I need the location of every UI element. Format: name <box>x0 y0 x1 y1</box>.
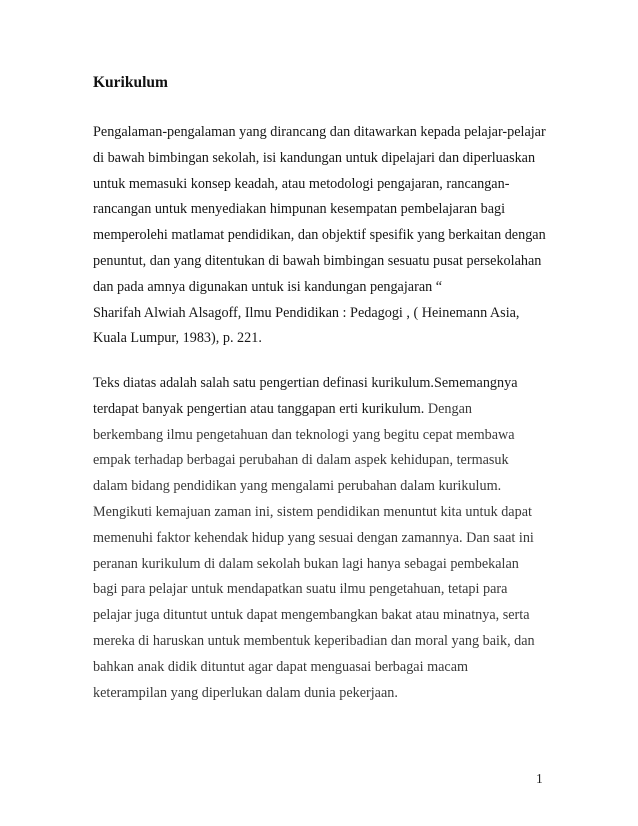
paragraph-line: pelajar juga dituntut untuk dapat mengembangkan bakat atau minatnya, serta <box>93 607 530 624</box>
paragraph-text-segment: Dengan <box>424 400 472 417</box>
paragraph-line: Pengalaman-pengalaman yang dirancang dan ditawarkan kepada pelajar-pelajar <box>93 124 546 140</box>
paragraph-line: bahkan anak didik dituntut agar dapat menguasai berbagai macam <box>93 658 469 675</box>
paragraph-line: dan pada amnya digunakan untuk isi kandungan pengajaran “ <box>93 278 443 295</box>
citation-line: Kuala Lumpur, 1983), p. 221. <box>93 330 262 347</box>
paragraph-line: dalam bidang pendidikan yang mengalami perubahan dalam kurikulum. <box>93 478 502 495</box>
paragraph-line <box>93 397 535 423</box>
paragraph-line: peranan kurikulum di dalam sekolah bukan lagi hanya sebagai pembekalan <box>93 555 519 572</box>
paragraph-line: memperolehi matlamat pendidikan, dan objektif spesifik yang berkaitan dengan <box>93 227 546 244</box>
citation-line: Sharifah Alwiah Alsagoff, Ilmu Pendidikan : Pedagogi , ( Heinemann Asia, <box>93 304 520 321</box>
paragraph-line: penuntut, dan yang ditentukan di bawah bimbingan sesuatu pusat persekolahan <box>93 252 542 269</box>
paragraph-explanation <box>93 371 535 706</box>
paragraph-line: bagi para pelajar untuk mendapatkan suatu ilmu pengetahuan, tetapi para <box>93 581 508 598</box>
paragraph-line: rancangan untuk menyediakan himpunan kesempatan pembelajaran bagi <box>93 201 506 218</box>
paragraph-line: memenuhi faktor kehendak hidup yang sesuai dengan zamannya. Dan saat ini <box>93 529 534 546</box>
paragraph-text-segment: terdapat banyak pengertian atau tanggapan erti kurikulum. <box>93 400 425 417</box>
paragraph-line: Mengikuti kemajuan zaman ini, sistem pendidikan menuntut kita untuk dapat <box>93 503 532 520</box>
paragraph-line: di bawah bimbingan sekolah, isi kandungan untuk dipelajari dan diperluaskan <box>93 149 536 166</box>
paragraph-line: Teks diatas adalah salah satu pengertian definasi kurikulum.Sememangnya <box>93 375 518 391</box>
paragraph-line: untuk memasuki konsep keadah, atau metodologi pengajaran, rancangan- <box>93 175 510 192</box>
paragraph-line: keterampilan yang diperlukan dalam dunia pekerjaan. <box>93 684 398 701</box>
paragraph-line: mereka di haruskan untuk membentuk keperibadian dan moral yang baik, dan <box>93 632 535 649</box>
paragraph-line: berkembang ilmu pengetahuan dan teknologi yang begitu cepat membawa <box>93 426 515 443</box>
page-number: 1 <box>536 771 543 786</box>
paragraph-definition <box>93 120 546 352</box>
document-heading: Kurikulum <box>93 74 168 91</box>
paragraph-line: empak terhadap berbagai perubahan di dalam aspek kehidupan, termasuk <box>93 452 509 469</box>
